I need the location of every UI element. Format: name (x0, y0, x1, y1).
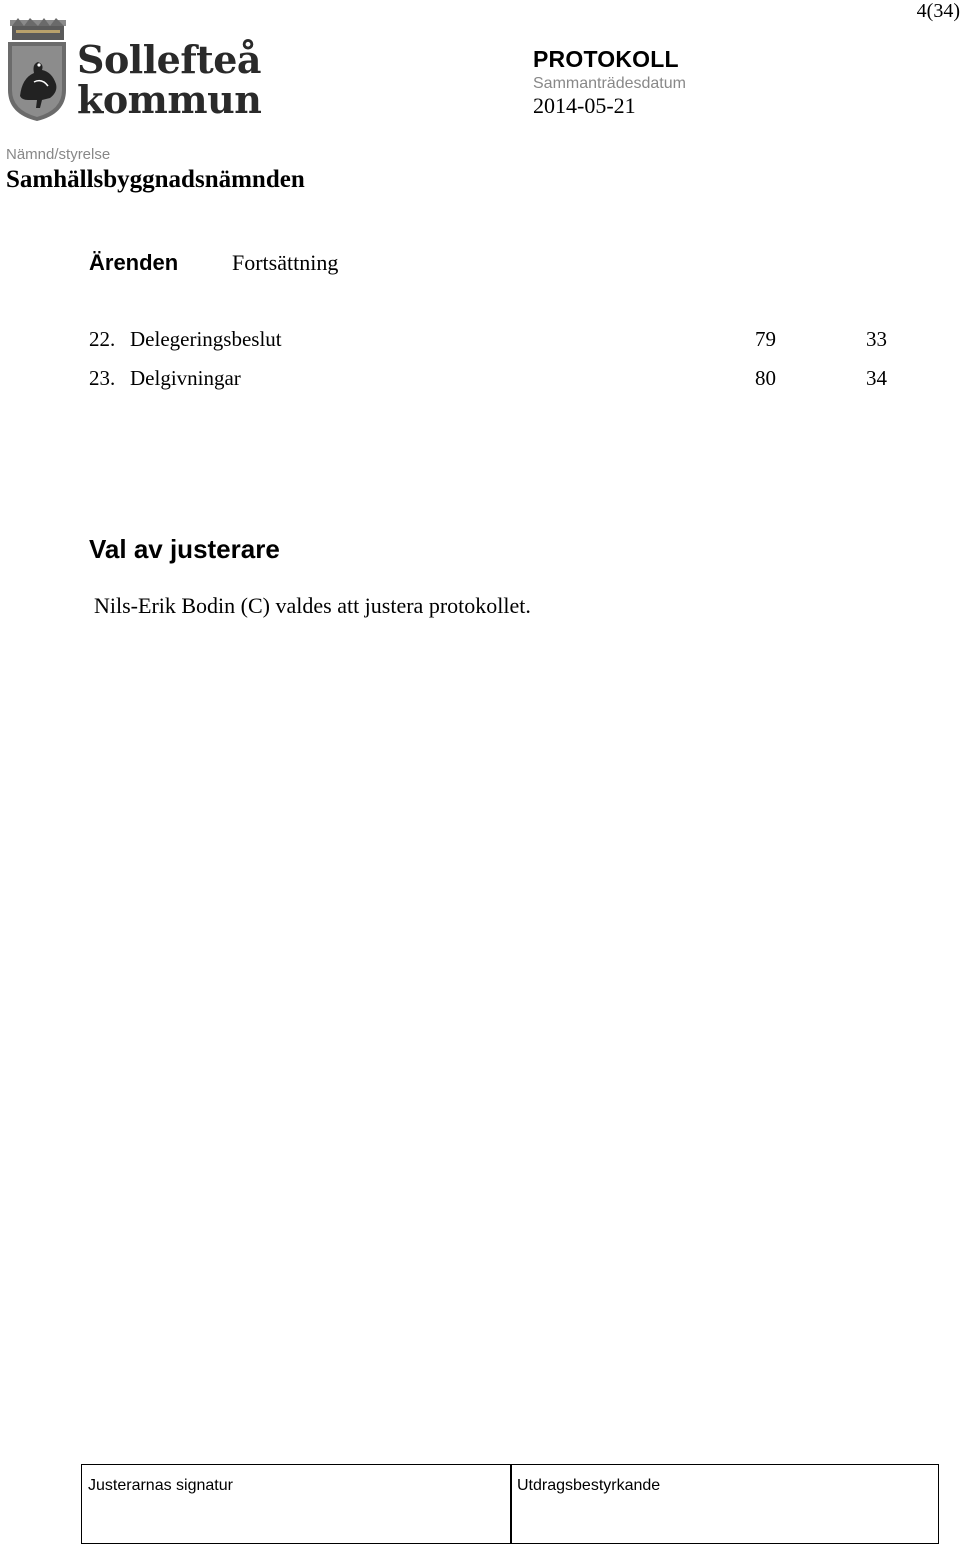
case-number: 22. (89, 327, 116, 351)
case-title: Delegeringsbeslut (130, 327, 282, 351)
committee-label: Nämnd/styrelse (6, 146, 111, 163)
signature-divider (510, 1465, 512, 1543)
case-paragraph: 79 (755, 327, 776, 351)
case-paragraph: 80 (755, 366, 776, 390)
municipality-logo (4, 18, 284, 126)
logo-wordmark-line1: Sollefteå (77, 37, 262, 82)
coat-of-arms-icon (4, 18, 70, 122)
signature-label: Justerarnas signatur (88, 1477, 233, 1494)
page-number: 4(34) (916, 0, 960, 22)
certification-label: Utdragsbestyrkande (517, 1477, 661, 1494)
cases-heading: Ärenden (89, 250, 179, 275)
cases-subheading: Fortsättning (232, 250, 339, 275)
case-row (89, 366, 909, 396)
case-page: 34 (866, 366, 887, 390)
case-row (89, 327, 909, 357)
section-heading-justerare: Val av justerare (89, 534, 280, 564)
committee-name: Samhällsbyggnadsnämnden (6, 166, 305, 193)
logo-wordmark-line2: kommun (77, 77, 262, 122)
justerare-text: Nils-Erik Bodin (C) valdes att justera protokollet. (94, 593, 531, 618)
case-number: 23. (89, 366, 116, 390)
meeting-date: 2014-05-21 (533, 93, 636, 118)
document-type: PROTOKOLL (533, 46, 679, 72)
meeting-date-label: Sammanträdesdatum (533, 75, 686, 92)
signature-box (81, 1464, 939, 1544)
case-page: 33 (866, 327, 887, 351)
case-title: Delgivningar (130, 366, 241, 390)
